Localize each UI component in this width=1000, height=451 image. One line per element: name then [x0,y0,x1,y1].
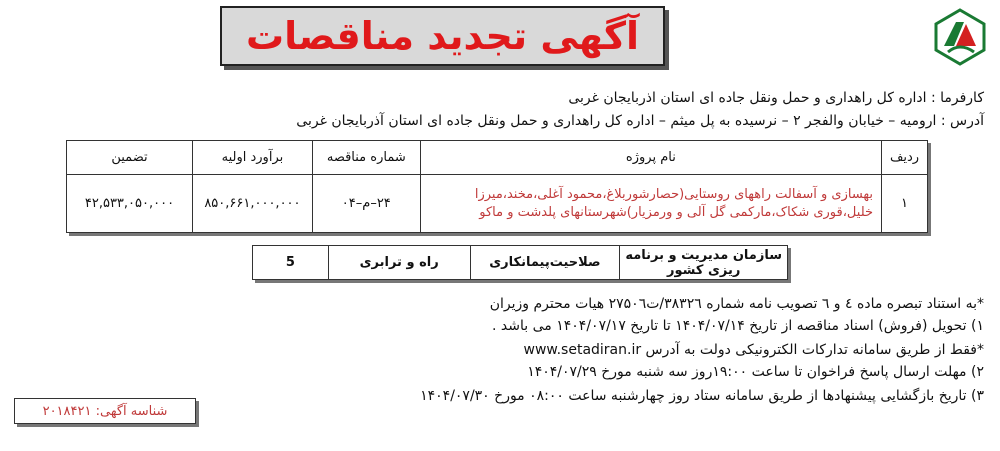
header-guarantee: تضمین [67,141,193,175]
employer-line: کارفرما : اداره کل راهداری و حمل ونقل جاده ای استان اذربایجان غربی [568,90,984,106]
header-project-name: نام پروژه [420,141,881,175]
note-submission-deadline: ۲) مهلت ارسال پاسخ فراخوان تا ساعت ۱۹:۰۰روز سه شنبه مورخ ۱۴۰۴/۰۷/۲۹ [527,364,984,380]
cell-guarantee: ۴۲,۵۳۳,۰۵۰,۰۰۰ [67,175,193,233]
table-header-row [67,141,928,175]
note-document-sale: ۱) تحویل (فروش) اسناد مناقصه از تاریخ ۱۴۰۴/۰۷/۱۴ تا تاریخ ۱۴۰۴/۰۷/۱۷ می باشد . [492,318,984,334]
note-opening-date: ۳) تاریخ بازگشایی پیشنهادها از طریق سامانه ستاد روز چهارشنبه ساعت ۰۸:۰۰ مورخ ۱۴۰۴/۰۷/۳۰ [420,388,984,404]
table-row [67,175,928,233]
road-ministry-logo-icon [934,8,986,66]
projects-table [66,140,928,233]
title-box [220,6,665,66]
header-row-number: ردیف [882,141,928,175]
qualification-org: سازمان مدیریت و برنامه ریزی کشور [620,246,788,280]
note-setad-system: *فقط از طریق سامانه تدارکات الکترونیکی دولت به آدرس www.setadiran.ir [523,342,984,358]
qualification-type: صلاحیت‌پیمانکاری [470,246,620,280]
cell-tender-number: ۲۴–م–۰۴ [312,175,420,233]
cell-project-name: بهسازی و آسفالت راههای روستایی(حصارشوربلاغ،محمود آغلی،مخند،میرزا خلیل،قوری شکاک،مارکمی گل آلی و ورمزیار)شهرستانهای پلدشت و ماکو [420,175,881,233]
header-initial-estimate: برآورد اولیه [192,141,312,175]
qualification-row [253,246,788,280]
qualification-grade: 5 [253,246,329,280]
cell-row-number: ۱ [882,175,928,233]
page-title: آگهی تجدید مناقصات [245,14,640,58]
header-tender-number: شماره مناقصه [312,141,420,175]
qualification-table [252,245,788,280]
cell-initial-estimate: ۸۵۰,۶۶۱,۰۰۰,۰۰۰ [192,175,312,233]
ad-id-box: شناسه آگهی: ۲۰۱۸۴۲۱ [14,398,196,424]
qualification-field: راه و ترابری [328,246,470,280]
address-line: آدرس : ارومیه – خیابان والفجر ۲ – نرسیده به پل میثم – اداره کل راهداری و حمل ونقل جاده ای استان آذربایجان غربی [296,113,984,129]
note-legal-basis: *به استناد تبصره ماده ٤ و ٦ تصویب نامه شماره ۳۸۳۲٦/ت۲۷۵۰٦ هیات محترم وزیران [489,296,984,312]
